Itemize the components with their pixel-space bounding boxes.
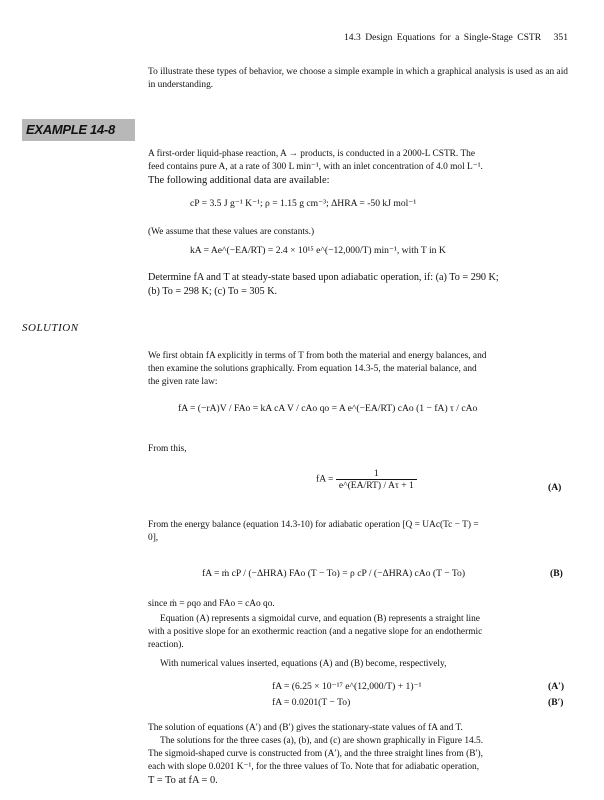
determine-line: Determine fA and T at steady-state based upon adiabatic operation, if: (a) To = 290 K; (148, 272, 499, 283)
problem-line: A first-order liquid-phase reaction, A → products, is conducted in a 2000-L CSTR. The (148, 149, 476, 159)
problem-line: feed contains pure A, at a rate of 300 L min⁻¹, with an inlet concentration of 4.0 mol L⁻¹. (148, 162, 483, 172)
equation-tag-A-prime: (A′) (548, 681, 565, 692)
determine-line: (b) To = 298 K; (c) To = 305 K. (148, 286, 278, 297)
paragraph-line: We first obtain fA explicitly in terms of T from both the material and energy balances, and (148, 351, 487, 361)
page-number: 351 (553, 32, 568, 43)
solution-paragraph-2 (148, 613, 568, 652)
equation-B-prime: fA = 0.0201(T − To) (272, 697, 351, 708)
equation-A-prime: fA = (6.25 × 10⁻¹⁷ e^(12,000/T) + 1)⁻¹ (272, 681, 422, 692)
equation-tag-B: (B) (550, 568, 563, 579)
material-balance-equation: fA = (−rA)V / FAo = kA cA V / cAo qo = A e^(−EA/RT) cAo (1 − fA) τ / cAo (178, 403, 478, 414)
paragraph-line: From the energy balance (equation 14.3-10) for adiabatic operation [Q = UAc(Tc − T) = (148, 520, 479, 530)
paragraph-line: reaction). (148, 640, 184, 650)
paragraph-line: The solution of equations (A′) and (B′) gives the stationary-state values of fA and T. (148, 723, 463, 733)
solution-paragraph-3 (148, 722, 568, 787)
section-title: 14.3 Design Equations for a Single-Stage CSTR (344, 32, 542, 43)
intro-paragraph: To illustrate these types of behavior, we choose a simple example in which a graphical analysis is used as an aid in understanding. (148, 67, 568, 90)
running-header (300, 31, 568, 44)
equation-A (316, 468, 417, 491)
from-this-text: From this, (148, 444, 187, 454)
equation-A-numerator: 1 (336, 468, 417, 480)
equation-tag-A: (A) (548, 482, 562, 493)
paragraph-line: 0], (148, 533, 159, 543)
numerical-values-text: With numerical values inserted, equations (A) and (B) become, respectively, (160, 659, 447, 669)
energy-balance-text (148, 519, 568, 545)
paragraph-line: each with slope 0.0201 K⁻¹, for the three values of To. Note that for adiabatic operation, (148, 762, 480, 772)
data-equation: cP = 3.5 J g⁻¹ K⁻¹; ρ = 1.15 g cm⁻³; ΔHRA = -50 kJ mol⁻¹ (190, 198, 417, 209)
equation-A-fraction (336, 468, 417, 491)
equation-tag-B-prime: (B′) (548, 697, 564, 708)
equation-A-denominator: e^(EA/RT) / Aτ + 1 (338, 480, 414, 491)
paragraph-line: Equation (A) represents a sigmoidal curve, and equation (B) represents a straight line (160, 614, 480, 624)
rate-constant-equation: kA = Ae^(−EA/RT) = 2.4 × 10¹⁵ e^(−12,000/T) min⁻¹, with T in K (190, 245, 446, 256)
solution-paragraph-1 (148, 350, 568, 389)
determine-statement (148, 271, 568, 299)
example-label: EXAMPLE 14-8 (26, 122, 115, 137)
equation-A-lhs: fA = (316, 473, 334, 485)
problem-line: The following additional data are available: (148, 175, 330, 186)
paragraph-line: the given rate law: (148, 377, 218, 387)
paragraph-line: The sigmoid-shaped curve is constructed from (A′), and the three straight lines from (B′), (148, 749, 483, 759)
paragraph-line: with a positive slope for an exothermic reaction (and a negative slope for an endothermic (148, 627, 483, 637)
solution-label: SOLUTION (22, 322, 79, 334)
example-badge (22, 119, 135, 141)
problem-statement (148, 148, 568, 187)
since-text: since ṁ = ρqo and FAo = cAo qo. (148, 599, 275, 609)
assumption-note: (We assume that these values are constants.) (148, 227, 315, 237)
paragraph-line: The solutions for the three cases (a), (b), and (c) are shown graphically in Figure 14.5. (160, 736, 484, 746)
paragraph-line: T = To at fA = 0. (148, 775, 218, 786)
paragraph-line: then examine the solutions graphically. From equation 14.3-5, the material balance, and (148, 364, 477, 374)
equation-B: fA = ṁ cP / (−ΔHRA) FAo (T − To) = ρ cP / (−ΔHRA) cAo (T − To) (202, 568, 466, 579)
